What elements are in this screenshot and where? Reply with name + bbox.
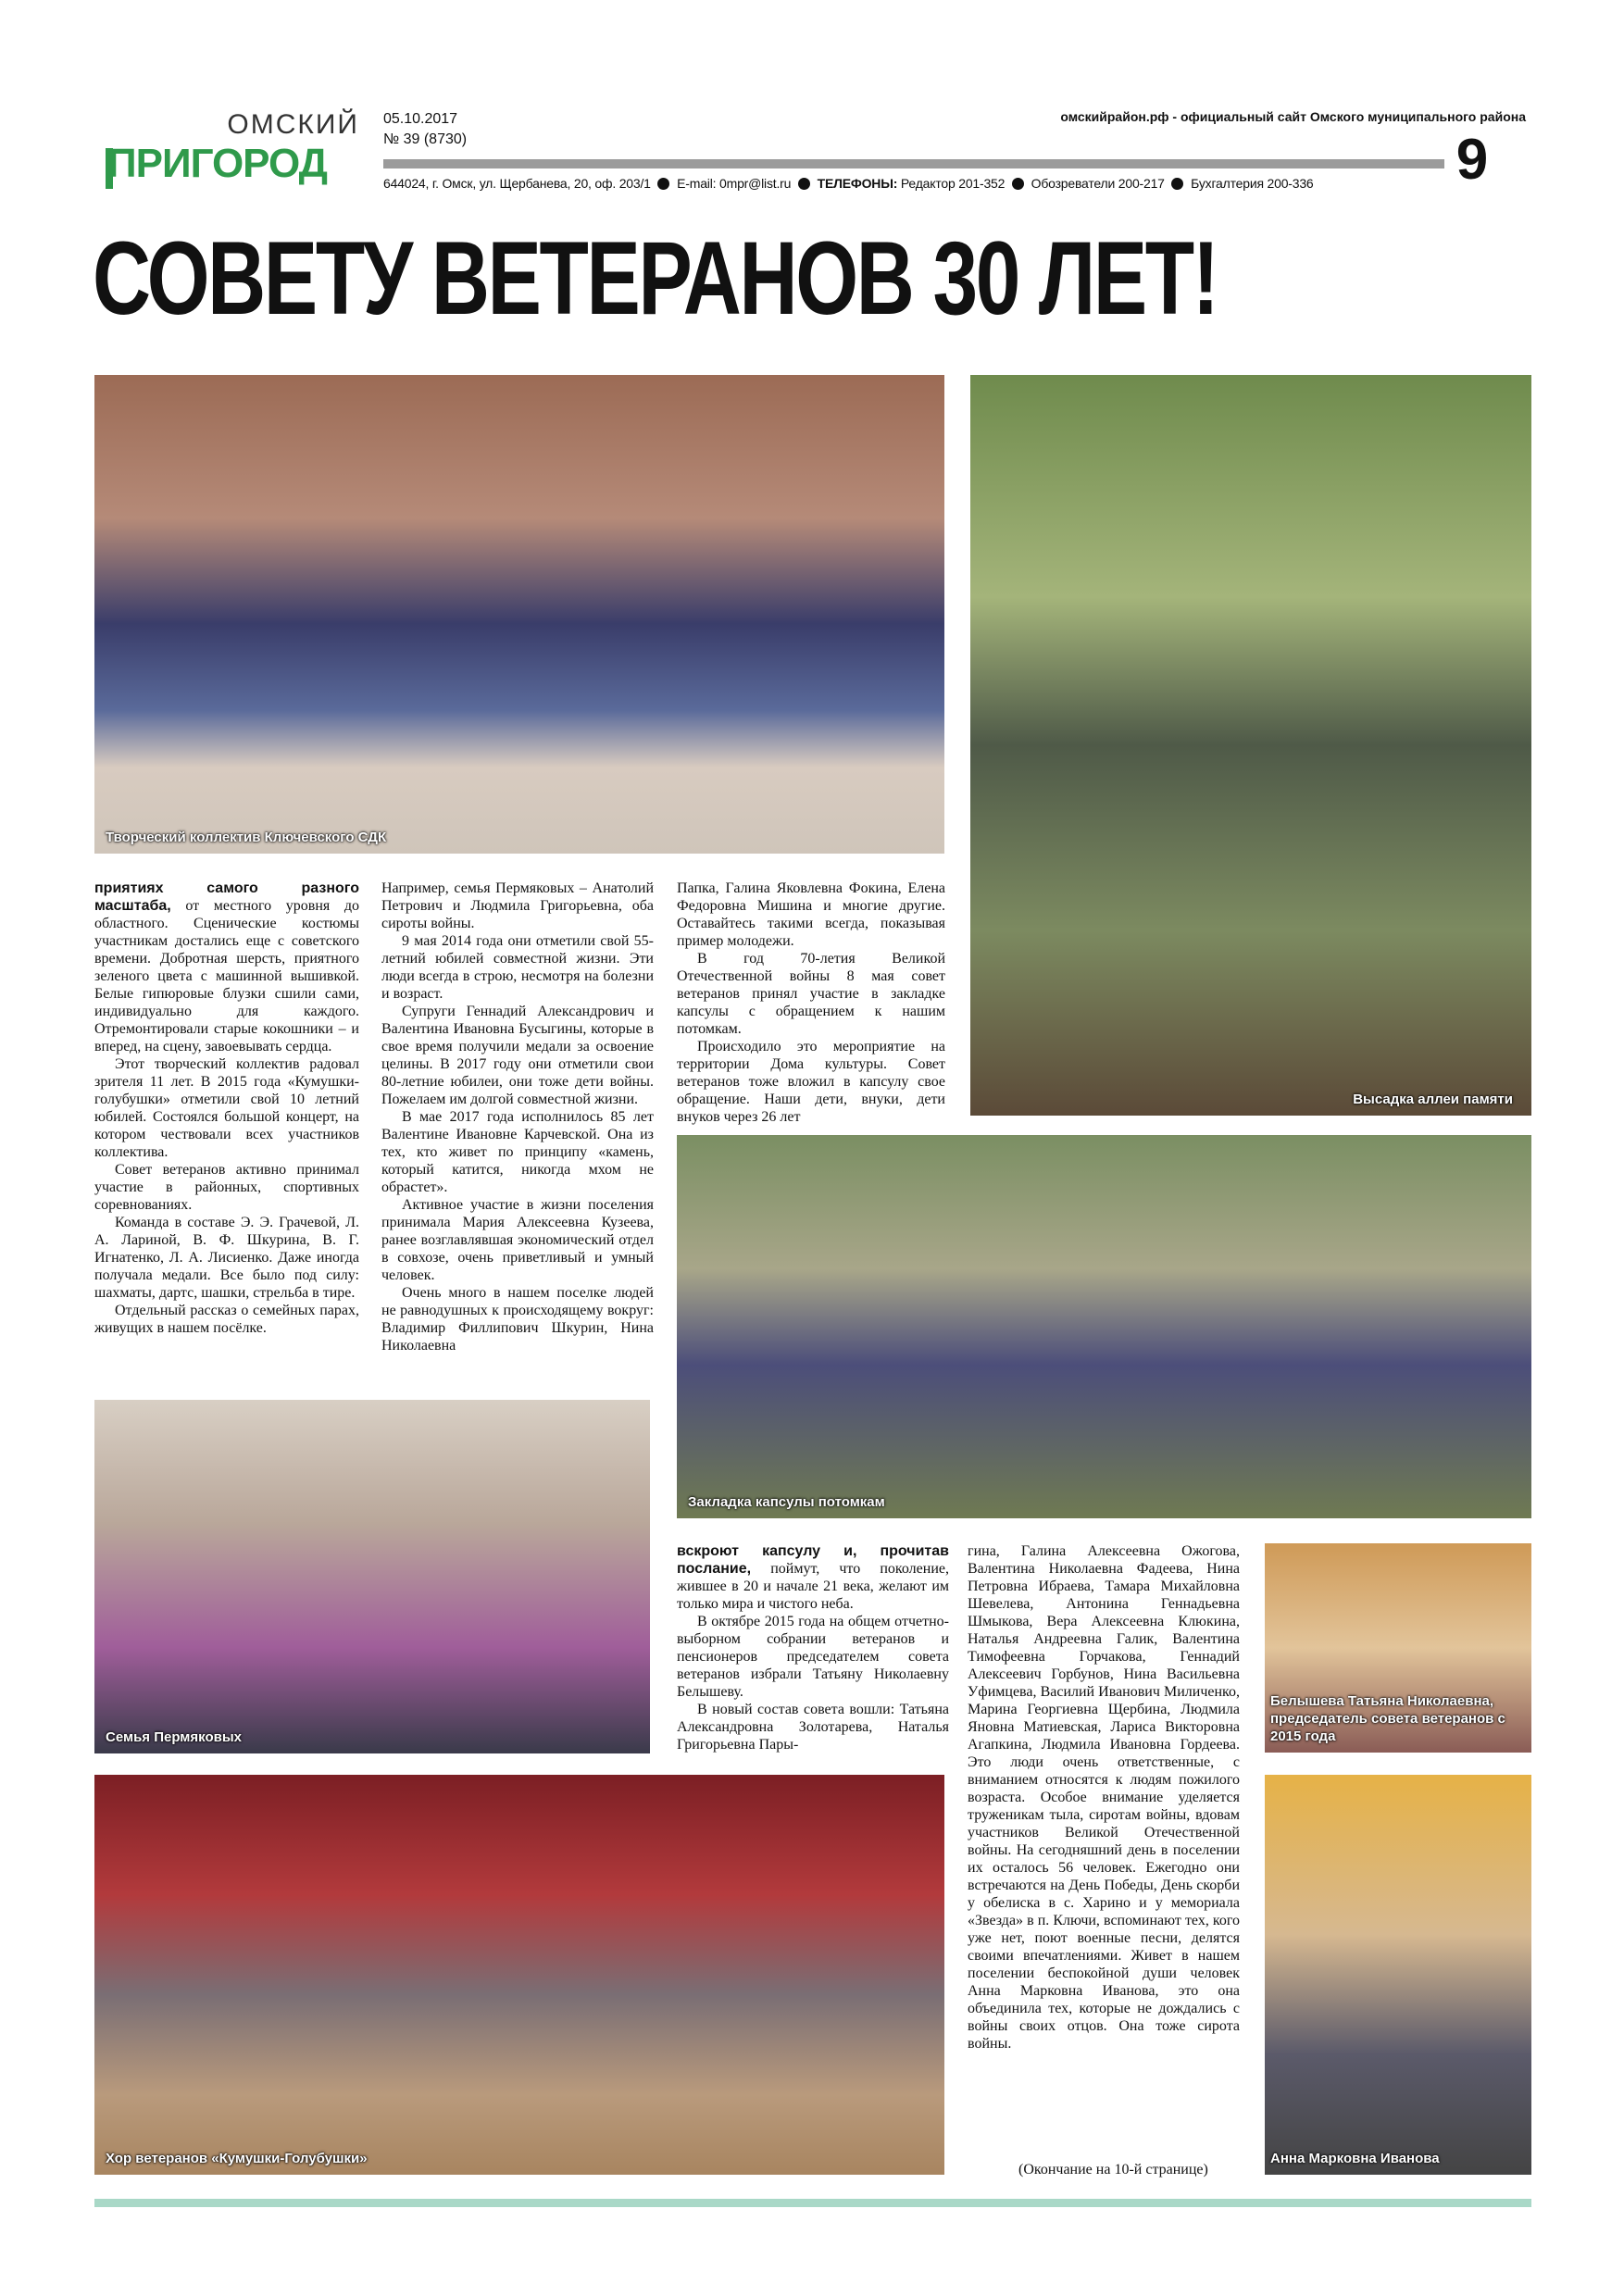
paragraph: В новый состав совета вошли: Татьяна Александровна Золотарева, Наталья Григорьевна Пары-: [677, 1702, 949, 1753]
phone-accounting: Бухгалтерия 200-336: [1191, 176, 1314, 191]
article-column-1: [94, 880, 359, 1394]
photo-ivanova: [1265, 1775, 1531, 2175]
issue-info: [383, 109, 467, 150]
paragraph: Команда в составе Э. Э. Грачевой, Л. А. Лариной, В. Ф. Шкурина, В. Г. Игнатенко, Л. А. Лисиенко. Даже иногда получала медали. Все было под силу: шахматы, дартс, шашки, стрельба в тире.: [94, 1215, 359, 1301]
phone-reviewers: Обозреватели 200-217: [1031, 176, 1165, 191]
paragraph: Например, семья Пермяковых – Анатолий Петрович и Людмила Григорьевна, оба сироты войны.: [381, 880, 654, 931]
bullet-icon: [1171, 178, 1183, 190]
photo-memory-alley: [970, 375, 1531, 1116]
continuation-note: (Окончание на 10-й странице): [1018, 2162, 1208, 2177]
photo-caption: Высадка аллеи памяти: [1353, 1092, 1513, 1107]
bullet-icon: [657, 178, 669, 190]
paragraph: Совет ветеранов активно принимал участие в районных, спортивных соревнованиях.: [94, 1162, 359, 1213]
bullet-icon: [798, 178, 810, 190]
page-number: 9: [1444, 130, 1500, 191]
phone-editor: Редактор 201-352: [900, 176, 1006, 191]
issue-date: 05.10.2017: [383, 111, 458, 127]
photo-caption: Семья Пермяковых: [106, 1729, 242, 1745]
site-line: омскийрайон.рф - официальный сайт Омского муниципального района: [1060, 109, 1526, 124]
photo-kluchevsky-ensemble: [94, 375, 944, 854]
paragraph: гина, Галина Алексеевна Ожогова, Валентина Николаевна Фадеева, Нина Петровна Ибраева, Тамара Михайловна Шевелева, Антонина Геннадьевна Шмыкова, Вера Алексеевна Клюкина, Наталья Андреевна Галик, Валентина Тимофеевна Горчакова, Геннадий Алексеевич Горбунов, Нина Васильевна Уфимцева, Василий Иванович Миличенко, Марина Георгиевна Щербина, Людмила Яновна Матиевская, Лариса Викторовна Агапкина, Людмила Ивановна Гордеева. Это люди очень ответственные, с вниманием относятся к людям пожилого возраста. Особое внимание уделяется труженикам тыла, сиротам войны, вдовам участников Великой Отечественной войны. На сегодняшний день в поселении их осталось 56 человек. Ежегодно они встречаются на День Победы, День скорби у обелиска в с. Харино и у мемориала «Звезда» в п. Ключи, вспоминают тех, кого уже нет, поют военные песни, делятся своими впечатлениями. Живет в нашем поселении беспокойной души человек Анна Марковна Иванова, это она объединила тех, которые не дождались с войны своих отцов. Она тоже сирота войны.: [968, 1543, 1240, 2052]
photo-caption: Закладка капсулы потомкам: [688, 1494, 885, 1510]
paragraph: Очень много в нашем поселке людей не равнодушных к происходящему вокруг: Владимир Филлипович Шкурин, Нина Николаевна: [381, 1285, 654, 1354]
email-label: E-mail:: [677, 176, 717, 191]
photo-caption: Анна Марковна Иванова: [1270, 2151, 1440, 2166]
paragraph: В мае 2017 года исполнилось 85 лет Валентине Ивановне Карчевской. Она из тех, кто живет по принципу «камень, который катится, никогда мхом не обрастет».: [381, 1109, 654, 1195]
photo-permyakov-family: [94, 1400, 650, 1753]
paragraph: Активное участие в жизни поселения принимала Мария Алексеевна Кузеева, ранее возглавлявшая экономический отдел в совхозе, очень приветливый и умный человек.: [381, 1197, 654, 1283]
address: 644024, г. Омск, ул. Щербанева, 20, оф. 203/1: [383, 176, 651, 191]
paragraph: Отдельный рассказ о семейных парах, живущих в нашем посёлке.: [94, 1303, 359, 1336]
paragraph: поймут, что поколение, жившее в 20 и начале 21 века, желают им только мира и чистого неба.: [677, 1561, 949, 1612]
photo-belysheva: [1265, 1543, 1531, 1753]
photo-caption: Творческий коллектив Ключевского СДК: [106, 830, 387, 845]
photo-caption: Белышева Татьяна Николаевна, председатель совета ветеранов с 2015 года: [1270, 1693, 1505, 1744]
issue-number: № 39 (8730): [383, 131, 468, 147]
paragraph: от местного уровня до областного. Сценические костюмы участникам достались еще с советского времени. Добротная шерсть, приятного зеленого цвета с машинной вышивкой. Белые гипюровые блузки сшили сами, индивидуально для каждого. Отремонтировали старые кокошники – и вперед, на сцену, завоевывать сердца.: [94, 898, 359, 1054]
photo-time-capsule: [677, 1135, 1531, 1518]
logo-main-text: ПРИГОРОД: [107, 141, 327, 186]
paragraph: Происходило это мероприятие на территории Дома культуры. Совет ветеранов тоже вложил в капсулу свое обращение. Наши дети, внуки, дети внуков через 26 лет: [677, 1039, 945, 1125]
photo-caption: Хор ветеранов «Кумушки-Голубушки»: [106, 2151, 368, 2166]
paragraph: Этот творческий коллектив радовал зрителя 11 лет. В 2015 года «Кумушки-голубушки» отметили свой 10 летний юбилей. Состоялся большой концерт, на котором чествовали всех участников коллектива.: [94, 1056, 359, 1160]
photo-veterans-choir: [94, 1775, 944, 2175]
lead-in: вскроют капсулу и, прочитав послание,: [677, 1543, 949, 1577]
page-headline: СОВЕТУ ВЕТЕРАНОВ 30 ЛЕТ!: [93, 220, 1218, 336]
article-column-5: [968, 1542, 1240, 2172]
paragraph: Папка, Галина Яковлевна Фокина, Елена Федоровна Мишина и многие другие. Оставайтесь такими всегда, показывая пример молодежи.: [677, 880, 945, 949]
paragraph: В октябре 2015 года на общем отчетно-выборном собрании ветеранов и пенсионеров председателем совета ветеранов избрали Татьяну Николаевну Белышеву.: [677, 1614, 949, 1700]
logo-top-text: ОМСКИЙ: [227, 109, 359, 140]
paragraph: 9 мая 2014 года они отметили свой 55-летний юбилей совместной жизни. Эти люди всегда в строю, несмотря на болезни и возраст.: [381, 933, 654, 1002]
email-link[interactable]: 0mpr@list.ru: [719, 176, 792, 191]
article-column-2: [381, 880, 654, 1394]
lead-in: приятиях самого разного масштаба,: [94, 880, 359, 914]
header-rule: [383, 159, 1452, 168]
bullet-icon: [1012, 178, 1024, 190]
contacts-line: [383, 176, 1314, 191]
paragraph: Супруги Геннадий Александрович и Валентина Ивановна Бусыгины, которые в свое время получили медали за освоение целины. В 2017 году они отметили свои 80-летние юбилеи, они тоже дети войны. Пожелаем им долгой совместной жизни.: [381, 1004, 654, 1107]
bottom-rule: [94, 2199, 1531, 2207]
paragraph: В год 70-летия Великой Отечественной войны 8 мая совет ветеранов принял участие в закладке капсулы с обращением к нашим потомкам.: [677, 951, 945, 1037]
phones-label: ТЕЛЕФОНЫ:: [817, 176, 898, 191]
article-column-4: [677, 1542, 949, 1753]
article-column-3: [677, 880, 945, 1125]
